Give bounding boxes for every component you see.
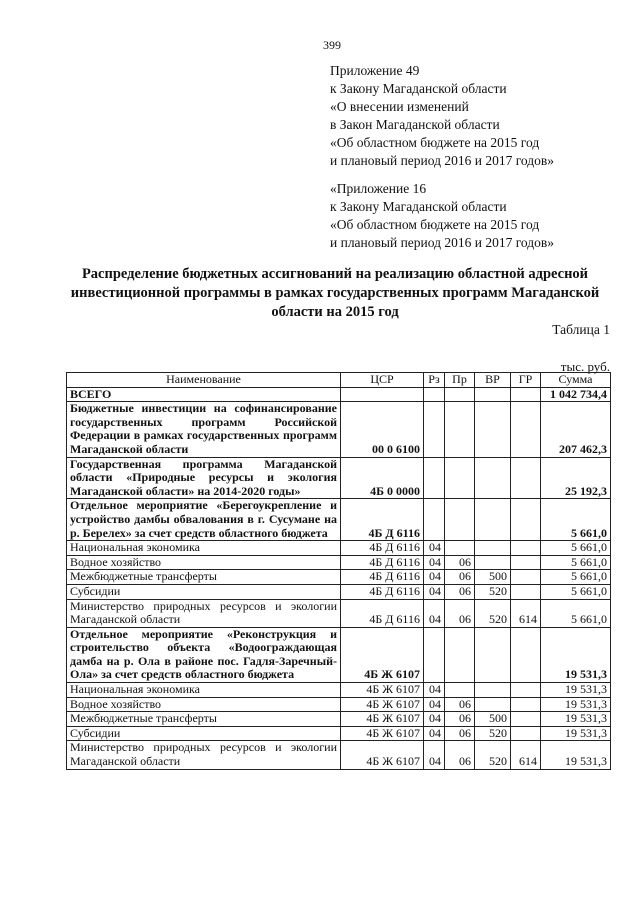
cell-pr: 06 — [445, 712, 475, 727]
cell-vr — [475, 402, 511, 457]
table-row — [67, 570, 611, 585]
cell-pr: 06 — [445, 555, 475, 570]
cell-rz — [424, 387, 445, 402]
cell-csr: 4Б Ж 6107 — [341, 697, 424, 712]
table-body — [67, 387, 611, 769]
cell-sum: 207 462,3 — [541, 402, 611, 457]
table-row — [67, 627, 611, 682]
table-row — [67, 599, 611, 627]
cell-pr — [445, 627, 475, 682]
cell-rz: 04 — [424, 599, 445, 627]
cell-csr: 4Б Ж 6107 — [341, 627, 424, 682]
cell-csr: 4Б 0 0000 — [341, 457, 424, 499]
cell-rz — [424, 627, 445, 682]
appendix-line: к Закону Магаданской области — [330, 199, 507, 214]
appendix-header — [330, 62, 554, 170]
cell-gr: 614 — [511, 741, 541, 769]
cell-pr: 06 — [445, 741, 475, 769]
cell-name: Водное хозяйство — [67, 555, 341, 570]
appendix-line: в Закон Магаданской области — [330, 117, 500, 132]
column-header-csr: ЦСР — [341, 373, 424, 388]
appendix-line: «О внесении изменений — [330, 99, 469, 114]
cell-csr: 4Б Д 6116 — [341, 541, 424, 556]
cell-sum: 19 531,3 — [541, 697, 611, 712]
cell-sum: 1 042 734,4 — [541, 387, 611, 402]
cell-gr — [511, 570, 541, 585]
column-header-rz: Рз — [424, 373, 445, 388]
cell-rz: 04 — [424, 570, 445, 585]
cell-gr — [511, 499, 541, 541]
cell-vr: 520 — [475, 741, 511, 769]
column-header-sum: Сумма — [541, 373, 611, 388]
column-header-gr: ГР — [511, 373, 541, 388]
cell-rz: 04 — [424, 712, 445, 727]
cell-vr: 520 — [475, 726, 511, 741]
appendix-sub — [330, 180, 554, 252]
cell-pr — [445, 402, 475, 457]
cell-rz — [424, 457, 445, 499]
page-number: 399 — [323, 38, 341, 52]
cell-vr — [475, 457, 511, 499]
cell-sum: 19 531,3 — [541, 683, 611, 698]
cell-name: Межбюджетные трансферты — [67, 570, 341, 585]
table-row — [67, 402, 611, 457]
cell-rz — [424, 402, 445, 457]
cell-vr: 520 — [475, 599, 511, 627]
cell-vr — [475, 387, 511, 402]
cell-sum: 19 531,3 — [541, 726, 611, 741]
cell-rz: 04 — [424, 741, 445, 769]
cell-sum: 5 661,0 — [541, 541, 611, 556]
cell-pr: 06 — [445, 697, 475, 712]
cell-pr: 06 — [445, 599, 475, 627]
cell-name: Субсидии — [67, 584, 341, 599]
cell-csr — [341, 387, 424, 402]
cell-rz: 04 — [424, 683, 445, 698]
cell-name: ВСЕГО — [67, 387, 341, 402]
cell-pr: 06 — [445, 726, 475, 741]
cell-vr — [475, 541, 511, 556]
cell-name: Межбюджетные трансферты — [67, 712, 341, 727]
cell-gr — [511, 683, 541, 698]
cell-csr: 4Б Д 6116 — [341, 584, 424, 599]
cell-gr — [511, 627, 541, 682]
cell-sum: 19 531,3 — [541, 741, 611, 769]
table-row — [67, 741, 611, 769]
cell-pr — [445, 683, 475, 698]
cell-name: Национальная экономика — [67, 683, 341, 698]
table-row — [67, 499, 611, 541]
cell-gr — [511, 697, 541, 712]
table-row — [67, 555, 611, 570]
cell-name: Министерство природных ресурсов и экологии Магаданской области — [67, 599, 341, 627]
cell-name: Отдельное мероприятие «Берегоукрепление и устройство дамбы обвалования в г. Сусумане на р. Берелех» за счет средств областного бюджета — [67, 499, 341, 541]
cell-sum: 19 531,3 — [541, 627, 611, 682]
cell-csr: 00 0 6100 — [341, 402, 424, 457]
cell-name: Водное хозяйство — [67, 697, 341, 712]
cell-pr: 06 — [445, 570, 475, 585]
cell-csr: 4Б Ж 6107 — [341, 712, 424, 727]
cell-csr: 4Б Д 6116 — [341, 499, 424, 541]
cell-vr — [475, 627, 511, 682]
column-header-pr: Пр — [445, 373, 475, 388]
cell-gr — [511, 402, 541, 457]
cell-sum: 19 531,3 — [541, 712, 611, 727]
appendix-line: «Об областном бюджете на 2015 год — [330, 217, 540, 232]
table-row — [67, 683, 611, 698]
appendix-line: и плановый период 2016 и 2017 годов» — [330, 235, 555, 250]
cell-pr — [445, 541, 475, 556]
cell-gr — [511, 584, 541, 599]
cell-vr: 520 — [475, 584, 511, 599]
table-row — [67, 387, 611, 402]
table-row — [67, 726, 611, 741]
cell-rz: 04 — [424, 555, 445, 570]
cell-gr — [511, 555, 541, 570]
table-row — [67, 584, 611, 599]
appendix-line: к Закону Магаданской области — [330, 81, 507, 96]
document-title: Распределение бюджетных ассигнований на реализацию областной адресной инвестиционной программы в рамках государственных программ Магаданской области на 2015 год — [70, 266, 600, 320]
cell-vr — [475, 555, 511, 570]
appendix-line: «Приложение 16 — [330, 181, 427, 196]
cell-gr — [511, 726, 541, 741]
table-row — [67, 457, 611, 499]
cell-pr: 06 — [445, 584, 475, 599]
cell-gr — [511, 541, 541, 556]
cell-sum: 5 661,0 — [541, 599, 611, 627]
cell-gr — [511, 387, 541, 402]
column-header-vr: ВР — [475, 373, 511, 388]
cell-sum: 25 192,3 — [541, 457, 611, 499]
table-label: Таблица 1 — [552, 322, 610, 337]
cell-gr: 614 — [511, 599, 541, 627]
cell-name: Государственная программа Магаданской области «Природные ресурсы и экология Магаданской области» на 2014-2020 годы» — [67, 457, 341, 499]
cell-gr — [511, 712, 541, 727]
cell-pr — [445, 499, 475, 541]
appendix-line: и плановый период 2016 и 2017 годов» — [330, 153, 555, 168]
cell-csr: 4Б Ж 6107 — [341, 683, 424, 698]
cell-name: Бюджетные инвестиции на софинансирование государственных программ Российской Федерации в рамках государственных программ Магаданской области — [67, 402, 341, 457]
cell-sum: 5 661,0 — [541, 584, 611, 599]
cell-rz: 04 — [424, 584, 445, 599]
cell-csr: 4Б Ж 6107 — [341, 741, 424, 769]
cell-csr: 4Б Д 6116 — [341, 599, 424, 627]
cell-csr: 4Б Д 6116 — [341, 570, 424, 585]
cell-name: Национальная экономика — [67, 541, 341, 556]
cell-rz — [424, 499, 445, 541]
cell-name: Министерство природных ресурсов и экологии Магаданской области — [67, 741, 341, 769]
cell-vr: 500 — [475, 570, 511, 585]
cell-vr — [475, 683, 511, 698]
cell-sum: 5 661,0 — [541, 555, 611, 570]
cell-rz: 04 — [424, 726, 445, 741]
column-header-name: Наименование — [67, 373, 341, 388]
appendix-line: «Об областном бюджете на 2015 год — [330, 135, 540, 150]
table-row — [67, 697, 611, 712]
table-row — [67, 712, 611, 727]
cell-sum: 5 661,0 — [541, 499, 611, 541]
cell-vr — [475, 697, 511, 712]
cell-sum: 5 661,0 — [541, 570, 611, 585]
units-label: тыс. руб. — [560, 359, 610, 374]
table-row — [67, 541, 611, 556]
cell-csr: 4Б Ж 6107 — [341, 726, 424, 741]
cell-name: Субсидии — [67, 726, 341, 741]
cell-csr: 4Б Д 6116 — [341, 555, 424, 570]
cell-rz: 04 — [424, 541, 445, 556]
budget-table — [66, 372, 611, 770]
cell-name: Отдельное мероприятие «Реконструкция и строительство объекта «Водоограждающая дамба на р. Ола в районе пос. Гадля-Заречный-Ола» за счет средств областного бюджета — [67, 627, 341, 682]
cell-rz: 04 — [424, 697, 445, 712]
table-header-row — [67, 373, 611, 388]
cell-vr: 500 — [475, 712, 511, 727]
cell-pr — [445, 387, 475, 402]
cell-vr — [475, 499, 511, 541]
cell-gr — [511, 457, 541, 499]
cell-pr — [445, 457, 475, 499]
appendix-line: Приложение 49 — [330, 63, 420, 78]
